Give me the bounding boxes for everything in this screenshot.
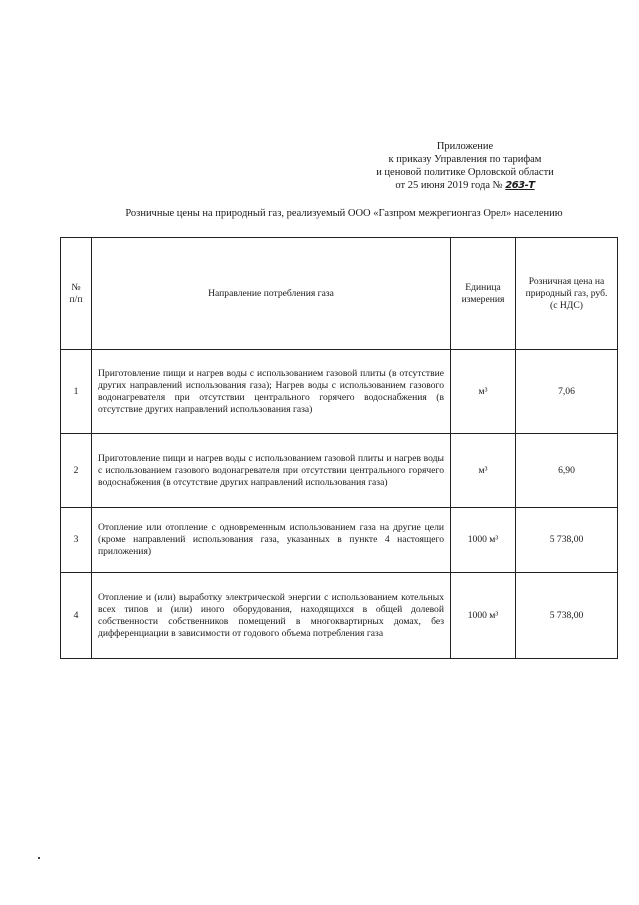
scan-speck	[38, 857, 40, 859]
price-table	[60, 237, 618, 659]
row-price: 5 738,00	[516, 573, 618, 659]
row-number: 1	[61, 350, 92, 434]
row-unit: м³	[451, 434, 516, 508]
row-price: 5 738,00	[516, 508, 618, 573]
row-direction: Приготовление пищи и нагрев воды с использованием газовой плиты и нагрев воды с использованием газового водонагревателя при отсутствии центрального горячего водоснабжения (в отсутствие других направлений использования газа)	[92, 434, 451, 508]
appendix-title: Приложение	[436, 141, 494, 152]
header-number: № п/п	[61, 238, 92, 350]
row-direction: Отопление и (или) выработку электрической энергии с использованием котельных всех типов и (или) иного оборудования, находящихся в общей долевой собственности собственников помещений в многоквартирных домах, без дифференциации в зависимости от годового объема потребления газа	[92, 573, 451, 659]
appendix-order-ref: к приказу Управления по тарифам	[388, 154, 542, 165]
row-price: 7,06	[516, 350, 618, 434]
row-unit: м³	[451, 350, 516, 434]
document-title: Розничные цены на природный газ, реализуемый ООО «Газпром межрегионгаз Орел» населению	[125, 208, 563, 219]
row-direction: Приготовление пищи и нагрев воды с использованием газовой плиты (в отсутствие других направлений использования газа); Нагрев воды с использованием газового водонагревателя при отсутствии центрального горячего водоснабжения (в отсутствие других направлений использования газа)	[92, 350, 451, 434]
table-row	[61, 508, 618, 573]
header-direction: Направление потребления газа	[92, 238, 451, 350]
row-unit: 1000 м³	[451, 508, 516, 573]
appendix-authority: и ценовой политике Орловской области	[376, 167, 554, 178]
appendix-order-date	[330, 179, 600, 192]
row-unit: 1000 м³	[451, 573, 516, 659]
header-price: Розничная цена на природный газ, руб. (с НДС)	[516, 238, 618, 350]
table-header-row	[61, 238, 618, 350]
row-price: 6,90	[516, 434, 618, 508]
table-row	[61, 350, 618, 434]
header-unit: Единица измерения	[451, 238, 516, 350]
handwritten-order-number: 263-Т	[505, 180, 535, 191]
row-number: 2	[61, 434, 92, 508]
row-number: 3	[61, 508, 92, 573]
appendix-block	[330, 140, 600, 192]
row-number: 4	[61, 573, 92, 659]
appendix-order-date-text: от 25 июня 2019 года №	[395, 180, 503, 191]
row-direction: Отопление или отопление с одновременным использованием газа на другие цели (кроме направлений использования газа, указанных в пункте 4 настоящего приложения)	[92, 508, 451, 573]
table-row	[61, 573, 618, 659]
table-row	[61, 434, 618, 508]
